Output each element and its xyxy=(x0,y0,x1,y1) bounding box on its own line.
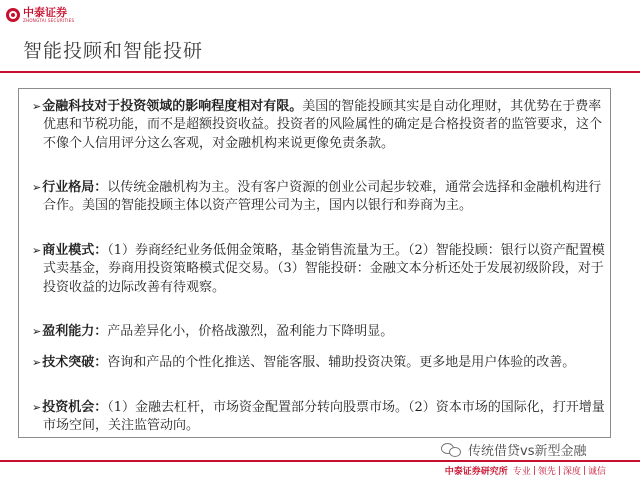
arrow-bullet-icon: ➢ xyxy=(32,325,42,338)
company-logo xyxy=(6,7,74,23)
footer-tag-depth: 深度 xyxy=(562,467,581,477)
watermark-text: 传统借贷vs新型金融 xyxy=(468,444,587,459)
arrow-bullet-icon: ➢ xyxy=(32,356,42,369)
bullet-label: 盈利能力： xyxy=(42,324,108,339)
bullet-label: 行业格局： xyxy=(42,180,108,195)
arrow-bullet-icon: ➢ xyxy=(32,100,42,113)
logo-name-en: ZHONGTAI SECURITIES xyxy=(23,18,75,23)
bullet-text: 美国的智能投顾其实是自动化理财，其优势在于费率优惠和节税功能，而不是超额投资收益。投资者的风险属性的确定是合格投资者的监管要求，这个不像个人信用评分这么客观，对金融机构来说更像免责条款。 xyxy=(43,99,603,151)
bullet-text: （1）金融去杠杆，市场资金配置部分转向股票市场。（2）资本市场的国际化，打开增量市场空间，关注监管动向。 xyxy=(43,400,605,434)
bullet-text: （1）券商经纪业务低佣金策略，基金销售流量为王。（2）智能投顾：银行以资产配置模式卖基金，券商用投资策略模式促交易。（3）智能投研：金融文本分析还处于发展初级阶段，对于投资收益的边际改善有待观察。 xyxy=(43,243,605,295)
footer-tag-professional: 专业 xyxy=(512,467,531,477)
page-title: 智能投顾和智能投研 xyxy=(23,40,204,62)
bullet-text: 以传统金融机构为主。没有客户资源的创业公司起步较难，通常会选择和金融机构进行合作。美国的智能投顾主体以资产管理公司为主，国内以银行和券商为主。 xyxy=(43,180,602,214)
footer-org: 中泰证券研究所 xyxy=(444,467,508,477)
title-divider xyxy=(0,71,640,73)
footer-tag-integrity: 诚信 xyxy=(587,467,606,477)
footer-separator: | xyxy=(557,465,561,476)
footer-separator: | xyxy=(582,465,586,476)
bullet-text: 咨询和产品的个性化推送、智能客服、辅助投资决策。更多地是用户体验的改善。 xyxy=(107,355,576,370)
arrow-bullet-icon: ➢ xyxy=(32,181,42,194)
bullet-industry-landscape xyxy=(32,179,607,216)
footer-divider xyxy=(0,460,640,462)
bullet-label: 技术突破： xyxy=(42,355,108,370)
bullet-investment-opportunity xyxy=(32,399,607,436)
footer xyxy=(445,464,606,477)
content-box xyxy=(18,88,611,438)
bullet-label: 金融科技对于投资领域的影响程度相对有限。 xyxy=(42,99,303,114)
bullet-label: 商业模式： xyxy=(42,243,108,258)
logo-name-cn: 中泰证券 xyxy=(23,6,67,19)
bullet-text: 产品差异化小，价格战激烈，盈利能力下降明显。 xyxy=(107,324,394,339)
bullet-fintech-impact xyxy=(32,98,607,153)
bullet-business-model xyxy=(32,242,607,297)
logo-icon xyxy=(6,8,20,22)
footer-tag-leading: 领先 xyxy=(537,467,556,477)
wechat-watermark xyxy=(441,440,586,459)
wechat-icon xyxy=(441,442,463,458)
bullet-profitability xyxy=(32,323,607,341)
arrow-bullet-icon: ➢ xyxy=(32,244,42,257)
bullet-tech-breakthrough xyxy=(32,354,607,372)
bullet-label: 投资机会： xyxy=(42,400,108,415)
arrow-bullet-icon: ➢ xyxy=(32,401,42,414)
footer-separator: | xyxy=(532,465,536,476)
